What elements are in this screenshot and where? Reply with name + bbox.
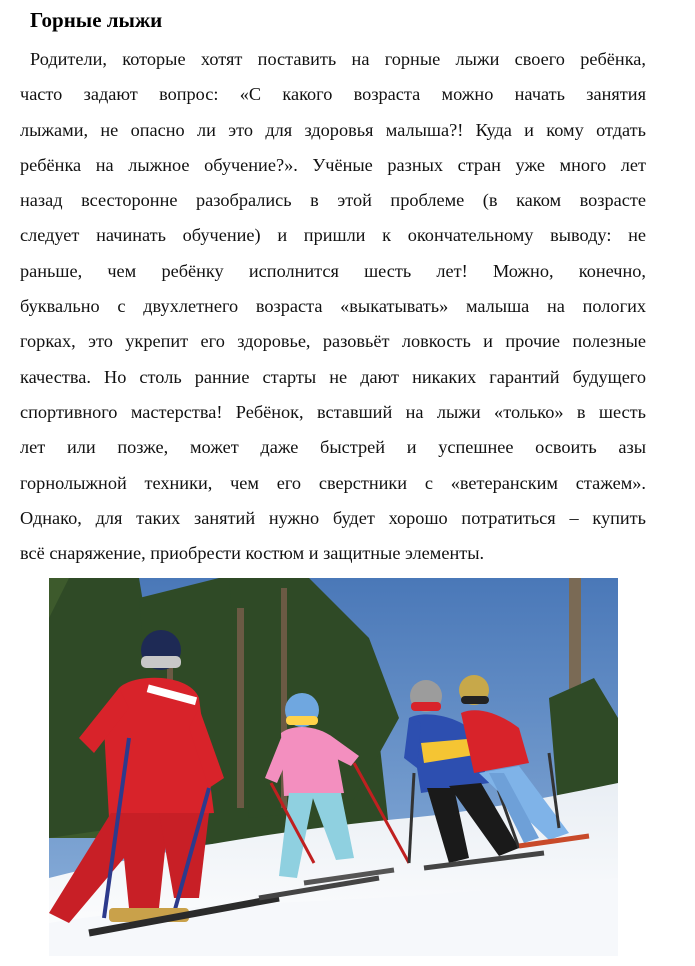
paragraph-line: всё снаряжение, приобрести костюм и защитные элементы. (20, 543, 485, 564)
paragraph-line: буквально с двухлетнего возраста «выкатывать» малыша на пологих (20, 296, 646, 317)
paragraph-line: часто задают вопрос: «С какого возраста можно начать занятия (20, 84, 646, 105)
skiing-family-photo (49, 578, 618, 956)
paragraph-line: Однако, для таких занятий нужно будет хорошо потратиться – купить (20, 507, 646, 528)
heading: Горные лыжи (30, 8, 163, 32)
paragraph-line: Родители, которые хотят поставить на горные лыжи своего ребёнка, (30, 49, 646, 69)
paragraph-line: качества. Но столь ранние старты не дают никаких гарантий будущего (20, 366, 646, 387)
paragraph-line: лыжами, не опасно ли это для здоровья малыша?! Куда и кому отдать (20, 119, 646, 140)
paragraph-line: назад всесторонне разобрались в этой проблеме (в каком возрасте (20, 190, 646, 211)
paragraph-line: горках, это укрепит его здоровье, разовьёт ловкость и прочие полезные (20, 331, 646, 352)
paragraph-line: раньше, чем ребёнку исполнится шесть лет! Можно, конечно, (20, 260, 646, 281)
paragraph-line: спортивного мастерства! Ребёнок, вставший на лыжи «только» в шесть (20, 401, 646, 422)
paragraph-line: ребёнка на лыжное обучение?». Учёные разных стран уже много лет (20, 154, 646, 175)
paragraph-line: следует начинать обучение) и пришли к окончательному выводу: не (20, 225, 646, 246)
paragraph-line: горнолыжной техники, чем его сверстники с «ветеранским стажем». (20, 472, 646, 493)
body-paragraph (20, 42, 646, 571)
paragraph-line: лет или позже, может даже быстрей и успешнее освоить азы (20, 437, 646, 458)
